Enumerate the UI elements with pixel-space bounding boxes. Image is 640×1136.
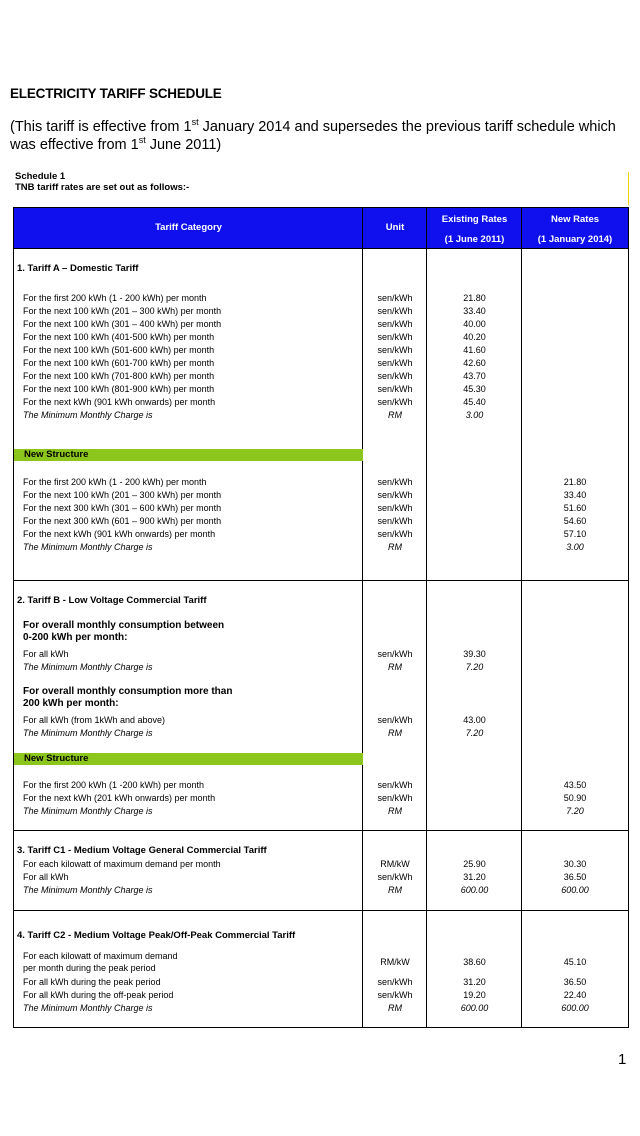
table-row bbox=[14, 396, 628, 408]
table-row bbox=[14, 541, 628, 553]
page-number: 1 bbox=[618, 1051, 627, 1068]
schedule-label: Schedule 1 bbox=[15, 171, 66, 182]
row-divider bbox=[14, 248, 628, 249]
row-new-rate: 7.20 bbox=[566, 806, 584, 816]
row-description: For the first 200 kWh (1 -200 kWh) per month bbox=[23, 780, 205, 790]
row-unit: RM bbox=[388, 1003, 402, 1013]
table-row bbox=[14, 989, 628, 1001]
header-unit: Unit bbox=[385, 222, 405, 233]
row-unit: sen/kWh bbox=[377, 529, 413, 539]
row-existing-rate: 3.00 bbox=[465, 410, 484, 420]
schedule-heading bbox=[15, 171, 189, 193]
row-divider bbox=[14, 580, 628, 581]
row-new-rate: 36.50 bbox=[563, 872, 587, 882]
header-existing-rates: Existing Rates bbox=[441, 214, 508, 225]
row-existing-rate: 7.20 bbox=[465, 662, 484, 672]
row-description: The Minimum Monthly Charge is bbox=[23, 1003, 153, 1013]
row-new-rate: 43.50 bbox=[563, 780, 587, 790]
row-description: For the next 300 kWh (301 – 600 kWh) per month bbox=[23, 503, 222, 513]
row-description: The Minimum Monthly Charge is bbox=[23, 662, 153, 672]
row-existing-rate: 40.00 bbox=[463, 319, 486, 329]
row-unit: RM bbox=[388, 885, 402, 895]
row-existing-rate: 31.20 bbox=[463, 872, 486, 882]
row-existing-rate: 38.60 bbox=[463, 957, 486, 967]
row-new-rate: 54.60 bbox=[563, 516, 587, 526]
row-description: For all kWh during the peak period bbox=[23, 977, 161, 987]
table-row bbox=[14, 502, 628, 514]
row-existing-rate: 45.40 bbox=[463, 397, 486, 407]
row-unit: sen/kWh bbox=[377, 649, 413, 659]
new-structure-label: New Structure bbox=[24, 753, 89, 764]
table-row bbox=[14, 648, 628, 660]
intro-paragraph: (This tariff is effective from 1st January 2014 and supersedes the previous tariff schedule which was effective from 1st June 2011) bbox=[10, 117, 616, 153]
table-row bbox=[14, 331, 628, 343]
table-row bbox=[14, 528, 628, 540]
tariff-a-title: 1. Tariff A – Domestic Tariff bbox=[17, 263, 139, 274]
row-new-rate: 33.40 bbox=[563, 490, 587, 500]
yellow-marker bbox=[628, 172, 629, 205]
row-description: For the next kWh (901 kWh onwards) per month bbox=[23, 397, 216, 407]
row-divider bbox=[14, 830, 628, 831]
table-row bbox=[14, 779, 628, 791]
row-unit: sen/kWh bbox=[377, 293, 413, 303]
table-row bbox=[14, 292, 628, 304]
row-description: For all kWh during the off-peak period bbox=[23, 990, 174, 1000]
table-row bbox=[14, 884, 628, 896]
table-row bbox=[14, 489, 628, 501]
row-existing-rate: 33.40 bbox=[463, 306, 486, 316]
table-row bbox=[14, 357, 628, 369]
header-existing-date: (1 June 2011) bbox=[444, 234, 505, 245]
header-new-rates: New Rates bbox=[550, 214, 600, 225]
row-unit: sen/kWh bbox=[377, 490, 413, 500]
row-description: For the next 100 kWh (201 – 300 kWh) per month bbox=[23, 306, 222, 316]
row-existing-rate: 43.70 bbox=[463, 371, 486, 381]
row-description: For the next kWh (901 kWh onwards) per month bbox=[23, 529, 216, 539]
row-existing-rate: 25.90 bbox=[463, 859, 486, 869]
row-new-rate: 51.60 bbox=[563, 503, 587, 513]
row-description: The Minimum Monthly Charge is bbox=[23, 410, 153, 420]
row-unit: sen/kWh bbox=[377, 503, 413, 513]
row-existing-rate: 39.30 bbox=[463, 649, 486, 659]
row-description: For each kilowatt of maximum demand per month bbox=[23, 859, 221, 869]
row-unit: sen/kWh bbox=[377, 306, 413, 316]
row-existing-rate: 40.20 bbox=[463, 332, 486, 342]
header-tariff-category: Tariff Category bbox=[155, 222, 222, 233]
row-unit: sen/kWh bbox=[377, 990, 413, 1000]
header-new-date: (1 January 2014) bbox=[537, 234, 613, 245]
row-new-rate: 600.00 bbox=[561, 885, 589, 895]
row-new-rate: 57.10 bbox=[563, 529, 587, 539]
row-unit: sen/kWh bbox=[377, 872, 413, 882]
table-row bbox=[14, 950, 628, 974]
row-unit: RM/kW bbox=[380, 859, 410, 869]
new-structure-bar bbox=[14, 753, 363, 765]
table-row bbox=[14, 305, 628, 317]
row-unit: sen/kWh bbox=[377, 477, 413, 487]
row-existing-rate: 42.60 bbox=[463, 358, 486, 368]
row-existing-rate: 31.20 bbox=[463, 977, 486, 987]
row-description: For the first 200 kWh (1 - 200 kWh) per month bbox=[23, 293, 207, 303]
row-description: The Minimum Monthly Charge is bbox=[23, 728, 153, 738]
row-description: For the next 100 kWh (501-600 kWh) per month bbox=[23, 345, 215, 355]
tariff-c2-title: 4. Tariff C2 - Medium Voltage Peak/Off-Peak Commercial Tariff bbox=[17, 930, 296, 941]
row-description: For all kWh (from 1kWh and above) bbox=[23, 715, 166, 725]
row-description: For the next 300 kWh (601 – 900 kWh) per month bbox=[23, 516, 222, 526]
table-row bbox=[14, 344, 628, 356]
table-row bbox=[14, 409, 628, 421]
table-row bbox=[14, 792, 628, 804]
tariff-table bbox=[13, 207, 629, 1028]
new-structure-label: New Structure bbox=[24, 449, 89, 460]
row-description: For each kilowatt of maximum demand per month during the peak period bbox=[23, 951, 178, 973]
row-description: For all kWh bbox=[23, 649, 69, 659]
row-existing-rate: 43.00 bbox=[463, 715, 486, 725]
row-divider bbox=[14, 910, 628, 911]
row-unit: sen/kWh bbox=[377, 384, 413, 394]
table-row bbox=[14, 515, 628, 527]
row-unit: sen/kWh bbox=[377, 516, 413, 526]
row-unit: RM/kW bbox=[380, 957, 410, 967]
new-structure-bar bbox=[14, 449, 363, 461]
table-row bbox=[14, 476, 628, 488]
row-existing-rate: 21.80 bbox=[463, 293, 486, 303]
row-unit: sen/kWh bbox=[377, 319, 413, 329]
row-description: For the next 100 kWh (801-900 kWh) per month bbox=[23, 384, 215, 394]
row-unit: sen/kWh bbox=[377, 332, 413, 342]
row-new-rate: 22.40 bbox=[563, 990, 587, 1000]
table-row bbox=[14, 727, 628, 739]
tariff-b-subheading-2: For overall monthly consumption more than 200 kWh per month: bbox=[23, 686, 233, 709]
row-new-rate: 30.30 bbox=[563, 859, 587, 869]
row-new-rate: 50.90 bbox=[563, 793, 587, 803]
schedule-subtitle: TNB tariff rates are set out as follows:- bbox=[15, 182, 190, 193]
row-unit: sen/kWh bbox=[377, 345, 413, 355]
row-unit: sen/kWh bbox=[377, 715, 413, 725]
table-row bbox=[14, 661, 628, 673]
table-row bbox=[14, 714, 628, 726]
row-unit: RM bbox=[388, 542, 402, 552]
row-new-rate: 45.10 bbox=[563, 957, 587, 967]
row-unit: sen/kWh bbox=[377, 793, 413, 803]
row-description: The Minimum Monthly Charge is bbox=[23, 885, 153, 895]
row-unit: sen/kWh bbox=[377, 397, 413, 407]
row-description: For the next kWh (201 kWh onwards) per month bbox=[23, 793, 216, 803]
table-row bbox=[14, 976, 628, 988]
row-existing-rate: 19.20 bbox=[463, 990, 486, 1000]
table-header bbox=[14, 208, 628, 248]
row-new-rate: 36.50 bbox=[563, 977, 587, 987]
row-existing-rate: 600.00 bbox=[460, 885, 489, 895]
tariff-b-title: 2. Tariff B - Low Voltage Commercial Tariff bbox=[17, 595, 207, 606]
table-row bbox=[14, 1002, 628, 1014]
row-existing-rate: 600.00 bbox=[460, 1003, 489, 1013]
row-description: For the next 100 kWh (201 – 300 kWh) per month bbox=[23, 490, 222, 500]
row-description: For the next 100 kWh (401-500 kWh) per month bbox=[23, 332, 215, 342]
table-row bbox=[14, 871, 628, 883]
row-description: For the next 100 kWh (701-800 kWh) per month bbox=[23, 371, 215, 381]
tariff-b-subheading-1: For overall monthly consumption between 0-200 kWh per month: bbox=[23, 620, 225, 643]
row-unit: sen/kWh bbox=[377, 371, 413, 381]
row-unit: sen/kWh bbox=[377, 358, 413, 368]
table-row bbox=[14, 318, 628, 330]
row-description: The Minimum Monthly Charge is bbox=[23, 542, 153, 552]
row-existing-rate: 41.60 bbox=[463, 345, 486, 355]
row-unit: sen/kWh bbox=[377, 977, 413, 987]
row-new-rate: 600.00 bbox=[561, 1003, 589, 1013]
row-description: For the first 200 kWh (1 - 200 kWh) per month bbox=[23, 477, 207, 487]
row-description: For the next 100 kWh (301 – 400 kWh) per month bbox=[23, 319, 222, 329]
row-new-rate: 3.00 bbox=[566, 542, 584, 552]
table-row bbox=[14, 858, 628, 870]
row-unit: RM bbox=[388, 662, 402, 672]
table-row bbox=[14, 370, 628, 382]
row-description: The Minimum Monthly Charge is bbox=[23, 806, 153, 816]
row-unit: sen/kWh bbox=[377, 780, 413, 790]
row-existing-rate: 7.20 bbox=[465, 728, 484, 738]
row-existing-rate: 45.30 bbox=[463, 384, 486, 394]
row-description: For all kWh bbox=[23, 872, 69, 882]
document-title: ELECTRICITY TARIFF SCHEDULE bbox=[10, 86, 222, 101]
tariff-c1-title: 3. Tariff C1 - Medium Voltage General Commercial Tariff bbox=[17, 845, 267, 856]
row-unit: RM bbox=[388, 806, 402, 816]
table-row bbox=[14, 805, 628, 817]
row-new-rate: 21.80 bbox=[563, 477, 587, 487]
table-row bbox=[14, 383, 628, 395]
row-unit: RM bbox=[388, 410, 402, 420]
row-unit: RM bbox=[388, 728, 402, 738]
row-description: For the next 100 kWh (601-700 kWh) per month bbox=[23, 358, 215, 368]
